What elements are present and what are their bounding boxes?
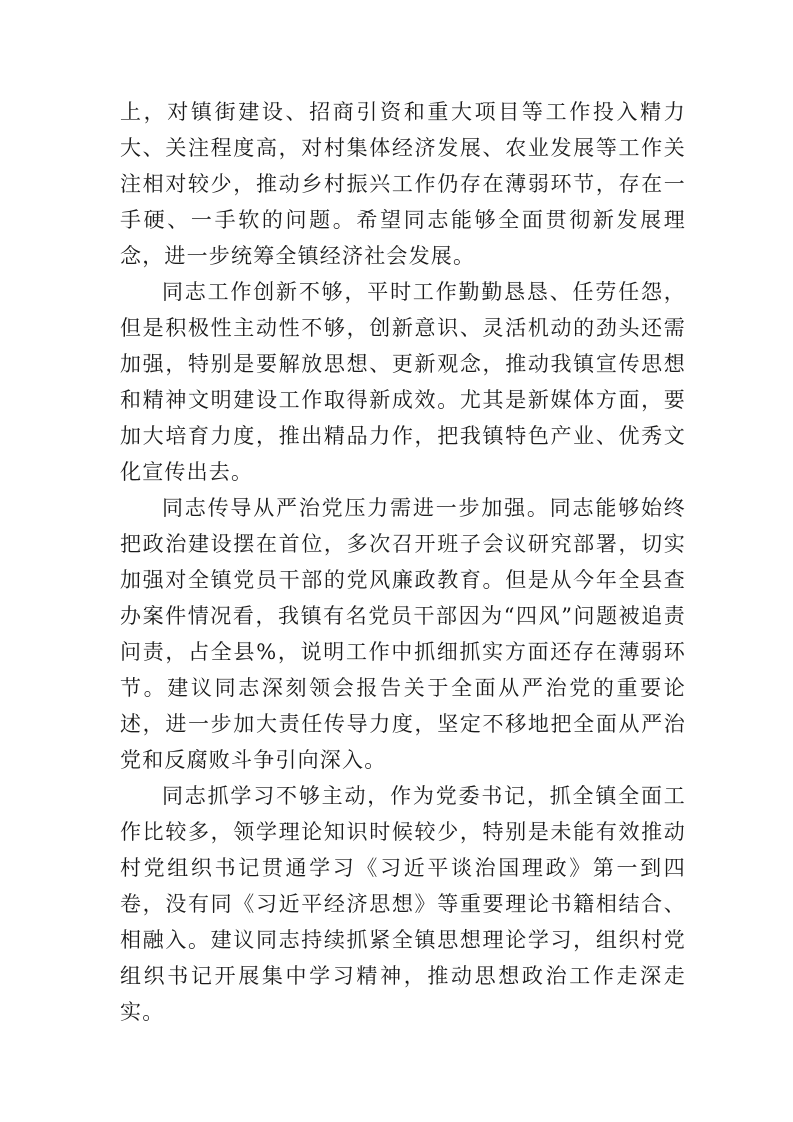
paragraph-2: 同志工作创新不够，平时工作勤勤恳恳、任劳任怨，但是积极性主动性不够，创新意识、灵活机动的劲头还需加强，特别是要解放思想、更新观念，推动我镇宣传思想和精神文明建设工作取得新成效。尤其是新媒体方面，要加大培育力度，推出精品力作，把我镇特色产业、优秀文化宣传出去。 xyxy=(120,280,686,484)
paragraph-3: 同志传导从严治党压力需进一步加强。同志能够始终把政治建设摆在首位，多次召开班子会议研究部署，切实加强对全镇党员干部的党风廉政教育。但是从今年全县查办案件情况看，我镇有名党员干部因为“四风”问题被追责问责，占全县%，说明工作中抓细抓实方面还存在薄弱环节。建议同志深刻领会报告关于全面从严治党的重要论述，进一步加大责任传导力度，坚定不移地把全面从严治党和反腐败斗争引向深入。 xyxy=(120,496,686,772)
paragraph-1: 上，对镇街建设、招商引资和重大项目等工作投入精力大、关注程度高，对村集体经济发展、农业发展等工作关注相对较少，推动乡村振兴工作仍存在薄弱环节，存在一手硬、一手软的问题。希望同志能够全面贯彻新发展理念，进一步统筹全镇经济社会发展。 xyxy=(120,100,686,268)
document-body xyxy=(120,94,686,1030)
paragraph-4: 同志抓学习不够主动，作为党委书记，抓全镇全面工作比较多，领学理论知识时候较少，特别是未能有效推动村党组织书记贯通学习《习近平谈治国理政》第一到四卷，没有同《习近平经济思想》等重要理论书籍相结合、相融入。建议同志持续抓紧全镇思想理论学习，组织村党组织书记开展集中学习精神，推动思想政治工作走深走实。 xyxy=(120,784,686,1024)
